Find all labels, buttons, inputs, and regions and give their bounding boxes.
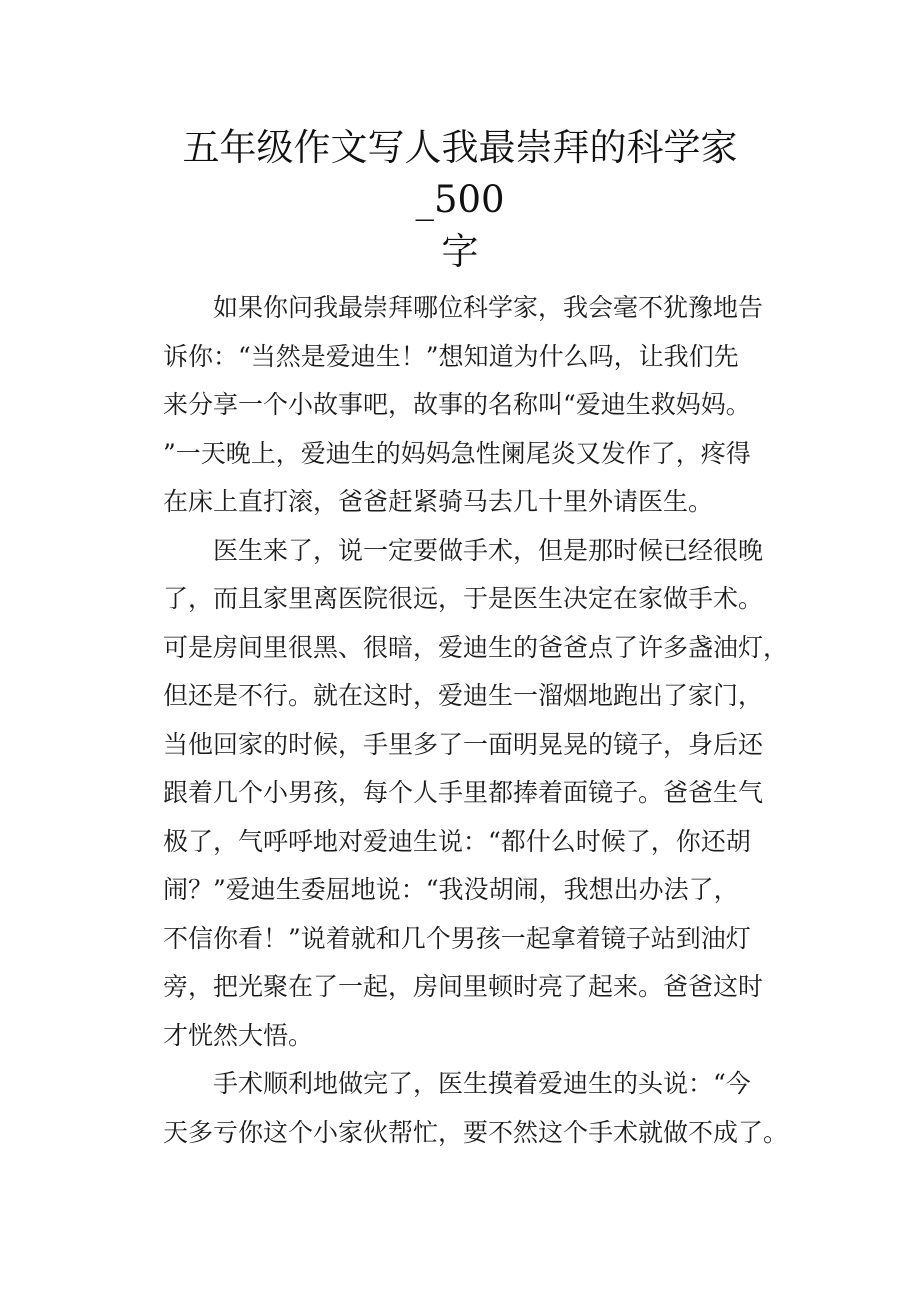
text-line: 诉你：“当然是爱迪生！”想知道为什么吗，让我们先 [163,341,739,371]
text-line: 医生来了，说一定要做手术，但是那时候已经很晚 [213,535,764,565]
text-line: 极了，气呼呼地对爱迪生说：“都什么时候了，你还胡 [163,826,751,856]
text-line: 手术顺利地做完了，医生摸着爱迪生的头说：“今 [213,1069,751,1098]
text-line: 来分享一个小故事吧，故事的名称叫“爱迪生救妈妈。 [163,390,751,419]
text-line: 可是房间里很黑、很暗，爱迪生的爸爸点了许多盏油灯， [163,632,789,662]
text-line: 了，而且家里离医院很远，于是医生决定在家做手术。 [163,584,764,613]
text-line: ”一天晚上，爱迪生的妈妈急性阑尾炎又发作了，疼得 [163,438,751,468]
text-line: 闹？”爱迪生委屈地说：“我没胡闹，我想出办法了， [163,875,739,904]
text-line: 但还是不行。就在这时，爱迪生一溜烟地跑出了家门， [163,681,764,710]
text-line: 在床上直打滚，爸爸赶紧骑马去几十里外请医生。 [163,487,714,516]
text-line: 才恍然大悟。 [163,1020,314,1050]
text-line: 不信你看！”说着就和几个男孩一起拿着镜子站到油灯 [163,923,751,953]
text-line: 跟着几个小男孩，每个人手里都捧着面镜子。爸爸生气 [163,778,764,807]
text-line: 旁，把光聚在了一起，房间里顿时亮了起来。爸爸这时 [163,972,764,1001]
article-body [163,284,789,1157]
document-title [140,122,780,278]
title-line-1: 五年级作文写人我最崇拜的科学家_500 [182,126,738,221]
text-line: 天多亏你这个小家伙帮忙，要不然这个手术就做不成了。 [163,1117,789,1147]
text-line: 如果你问我最崇拜哪位科学家，我会毫不犹豫地告 [213,293,764,322]
text-line: 当他回家的时候，手里多了一面明晃晃的镜子，身后还 [163,729,764,759]
title-line-2: 字 [441,230,479,273]
